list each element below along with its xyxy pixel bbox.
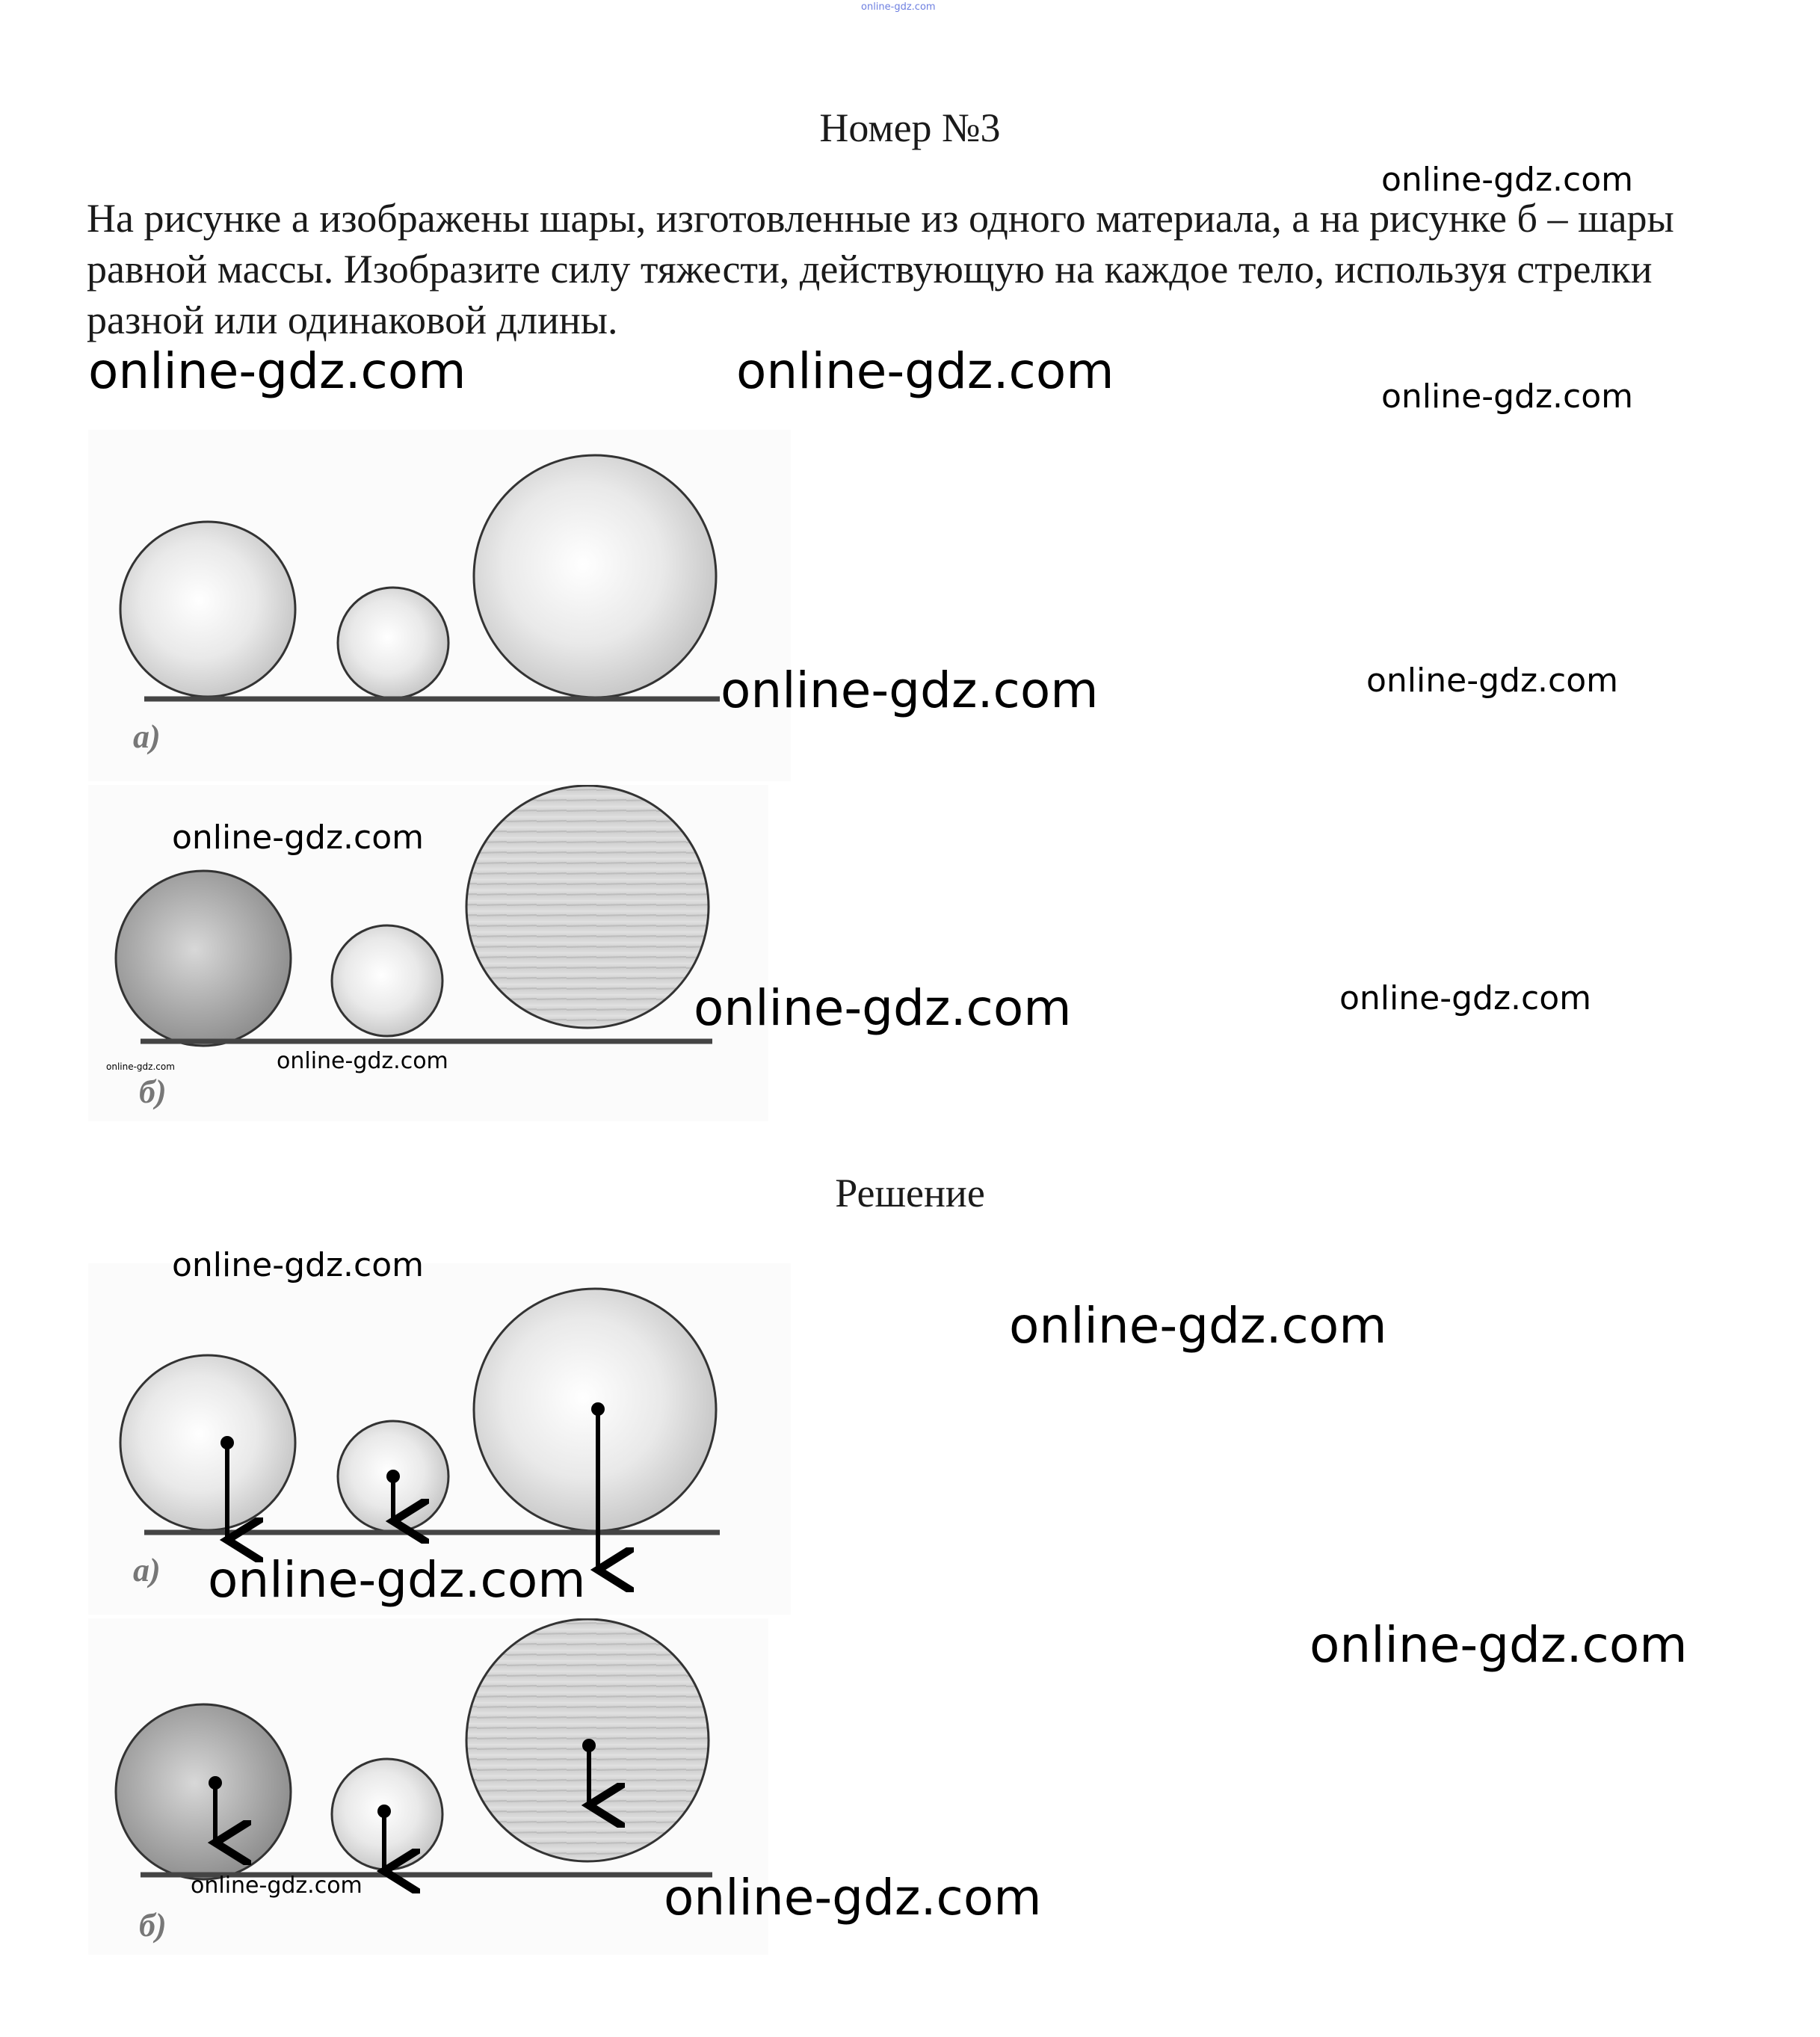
watermark: online-gdz.com xyxy=(106,1061,175,1072)
watermark: online-gdz.com xyxy=(1339,979,1592,1017)
figure-label-a: а) xyxy=(133,1552,161,1588)
ball-medium xyxy=(120,522,295,697)
ball-marble xyxy=(116,1704,291,1879)
ball-small xyxy=(332,925,442,1036)
watermark: online-gdz.com xyxy=(191,1873,363,1899)
watermark: online-gdz.com xyxy=(1381,161,1634,199)
figure-label-a: а) xyxy=(133,718,161,755)
watermark: online-gdz.com xyxy=(721,662,1099,719)
watermark: online-gdz.com xyxy=(172,819,425,857)
ball-marble xyxy=(116,871,291,1046)
task-text: На рисунке а изображены шары, изготовленные из одного материала, а на рисунке б – шары равной массы. Изобразите силу тяжести, действующую на каждое тело, используя стрелки разной или одинаковой длины. xyxy=(87,196,1674,342)
watermark: online-gdz.com xyxy=(1310,1616,1688,1674)
watermark: online-gdz.com xyxy=(1381,377,1634,416)
watermark: online-gdz.com xyxy=(277,1048,448,1074)
solution-title: Решение xyxy=(835,1171,985,1215)
watermark: online-gdz.com xyxy=(1009,1297,1387,1355)
watermark: online-gdz.com xyxy=(208,1551,586,1609)
ball-medium xyxy=(120,1355,295,1530)
ball-wood xyxy=(466,786,709,1028)
figure-a-task xyxy=(88,430,791,781)
figure-label-b: б) xyxy=(139,1073,167,1110)
page-title: Номер №3 xyxy=(819,105,1001,150)
watermark: online-gdz.com xyxy=(664,1869,1042,1926)
watermark: online-gdz.com xyxy=(88,342,466,400)
watermark: online-gdz.com xyxy=(1366,662,1619,700)
watermark-top: online-gdz.com xyxy=(861,1,936,13)
watermark: online-gdz.com xyxy=(736,342,1114,400)
watermark: online-gdz.com xyxy=(172,1246,425,1284)
figure-label-b: б) xyxy=(139,1907,167,1944)
ball-small xyxy=(338,588,448,698)
ball-large xyxy=(474,455,716,697)
watermark: online-gdz.com xyxy=(694,979,1072,1037)
